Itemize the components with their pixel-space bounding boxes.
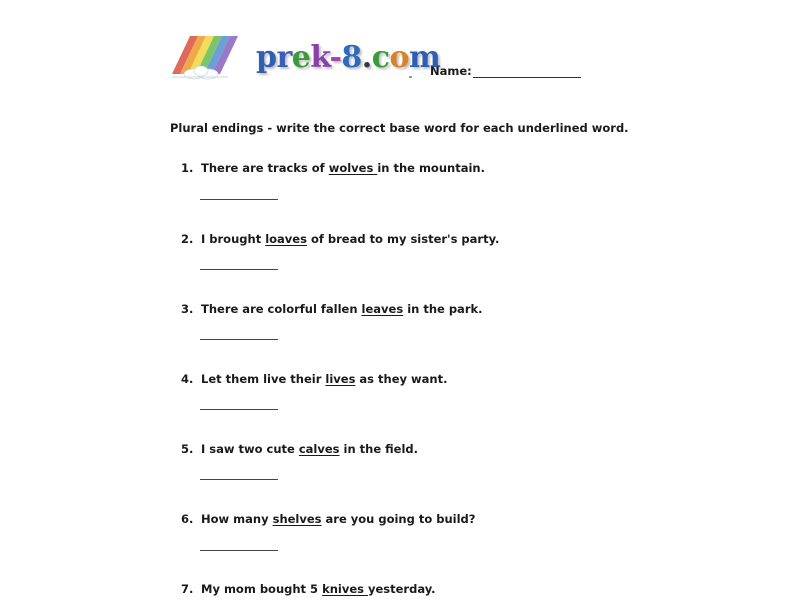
- name-blank-line[interactable]: [473, 65, 581, 78]
- question-text-after: in the mountain.: [377, 161, 485, 175]
- logo-letter: .: [361, 40, 372, 75]
- underlined-word: calves: [298, 442, 340, 456]
- answer-blank-1[interactable]: [200, 199, 278, 200]
- question-7: [181, 582, 436, 596]
- answer-blank-2[interactable]: [200, 269, 278, 270]
- logo-letter: -: [329, 40, 342, 75]
- logo-letter: m: [409, 40, 441, 75]
- question-text-before: Let them live their: [201, 372, 326, 386]
- answer-blank-5[interactable]: [200, 479, 278, 480]
- question-number: 4.: [181, 372, 194, 386]
- logo-letter: e: [291, 40, 311, 75]
- question-text-before: There are colorful fallen: [201, 302, 362, 316]
- answer-blank-6[interactable]: [200, 550, 278, 551]
- underlined-word: lives: [325, 372, 356, 386]
- question-text-before: My mom bought 5: [201, 582, 323, 596]
- question-number: 7.: [181, 582, 194, 596]
- question-text-before: There are tracks of: [201, 161, 329, 175]
- rainbow-icon: [170, 36, 238, 80]
- logo-letter: k: [310, 40, 330, 75]
- underlined-word: wolves: [328, 161, 378, 175]
- question-text-after: as they want.: [355, 372, 448, 386]
- logo-mark: [409, 76, 412, 78]
- site-logo: [256, 38, 440, 78]
- worksheet-header: [0, 0, 800, 100]
- name-label: Name:: [430, 64, 472, 78]
- question-text-after: of bread to my sister's party.: [306, 232, 500, 246]
- question-text-after: are you going to build?: [321, 512, 476, 526]
- underlined-word: shelves: [272, 512, 322, 526]
- question-text-after: yesterday.: [367, 582, 436, 596]
- logo-letter: p: [256, 40, 277, 75]
- question-number: 2.: [181, 232, 194, 246]
- question-number: 3.: [181, 302, 194, 316]
- question-number: 6.: [181, 512, 194, 526]
- answer-blank-3[interactable]: [200, 339, 278, 340]
- question-number: 5.: [181, 442, 194, 456]
- question-5: [181, 442, 418, 456]
- question-text-after: in the park.: [403, 302, 483, 316]
- logo-letter: r: [276, 40, 292, 75]
- question-4: [181, 372, 447, 386]
- answer-blank-4[interactable]: [200, 409, 278, 410]
- instructions-heading: Plural endings - write the correct base word for each underlined word.: [170, 121, 629, 135]
- logo-letter: c: [371, 40, 390, 75]
- question-text-before: I saw two cute: [201, 442, 299, 456]
- question-text-before: How many: [201, 512, 273, 526]
- question-3: [181, 302, 483, 316]
- question-text-before: I brought: [201, 232, 266, 246]
- underlined-word: leaves: [361, 302, 404, 316]
- question-text-after: in the field.: [339, 442, 419, 456]
- underlined-word: loaves: [265, 232, 307, 246]
- question-1: [181, 161, 485, 175]
- underlined-word: knives: [322, 582, 368, 596]
- logo-letter: 8: [341, 40, 362, 75]
- logo-letter: o: [389, 40, 410, 75]
- question-2: [181, 232, 499, 246]
- question-6: [181, 512, 475, 526]
- question-number: 1.: [181, 161, 194, 175]
- name-field[interactable]: [430, 64, 581, 78]
